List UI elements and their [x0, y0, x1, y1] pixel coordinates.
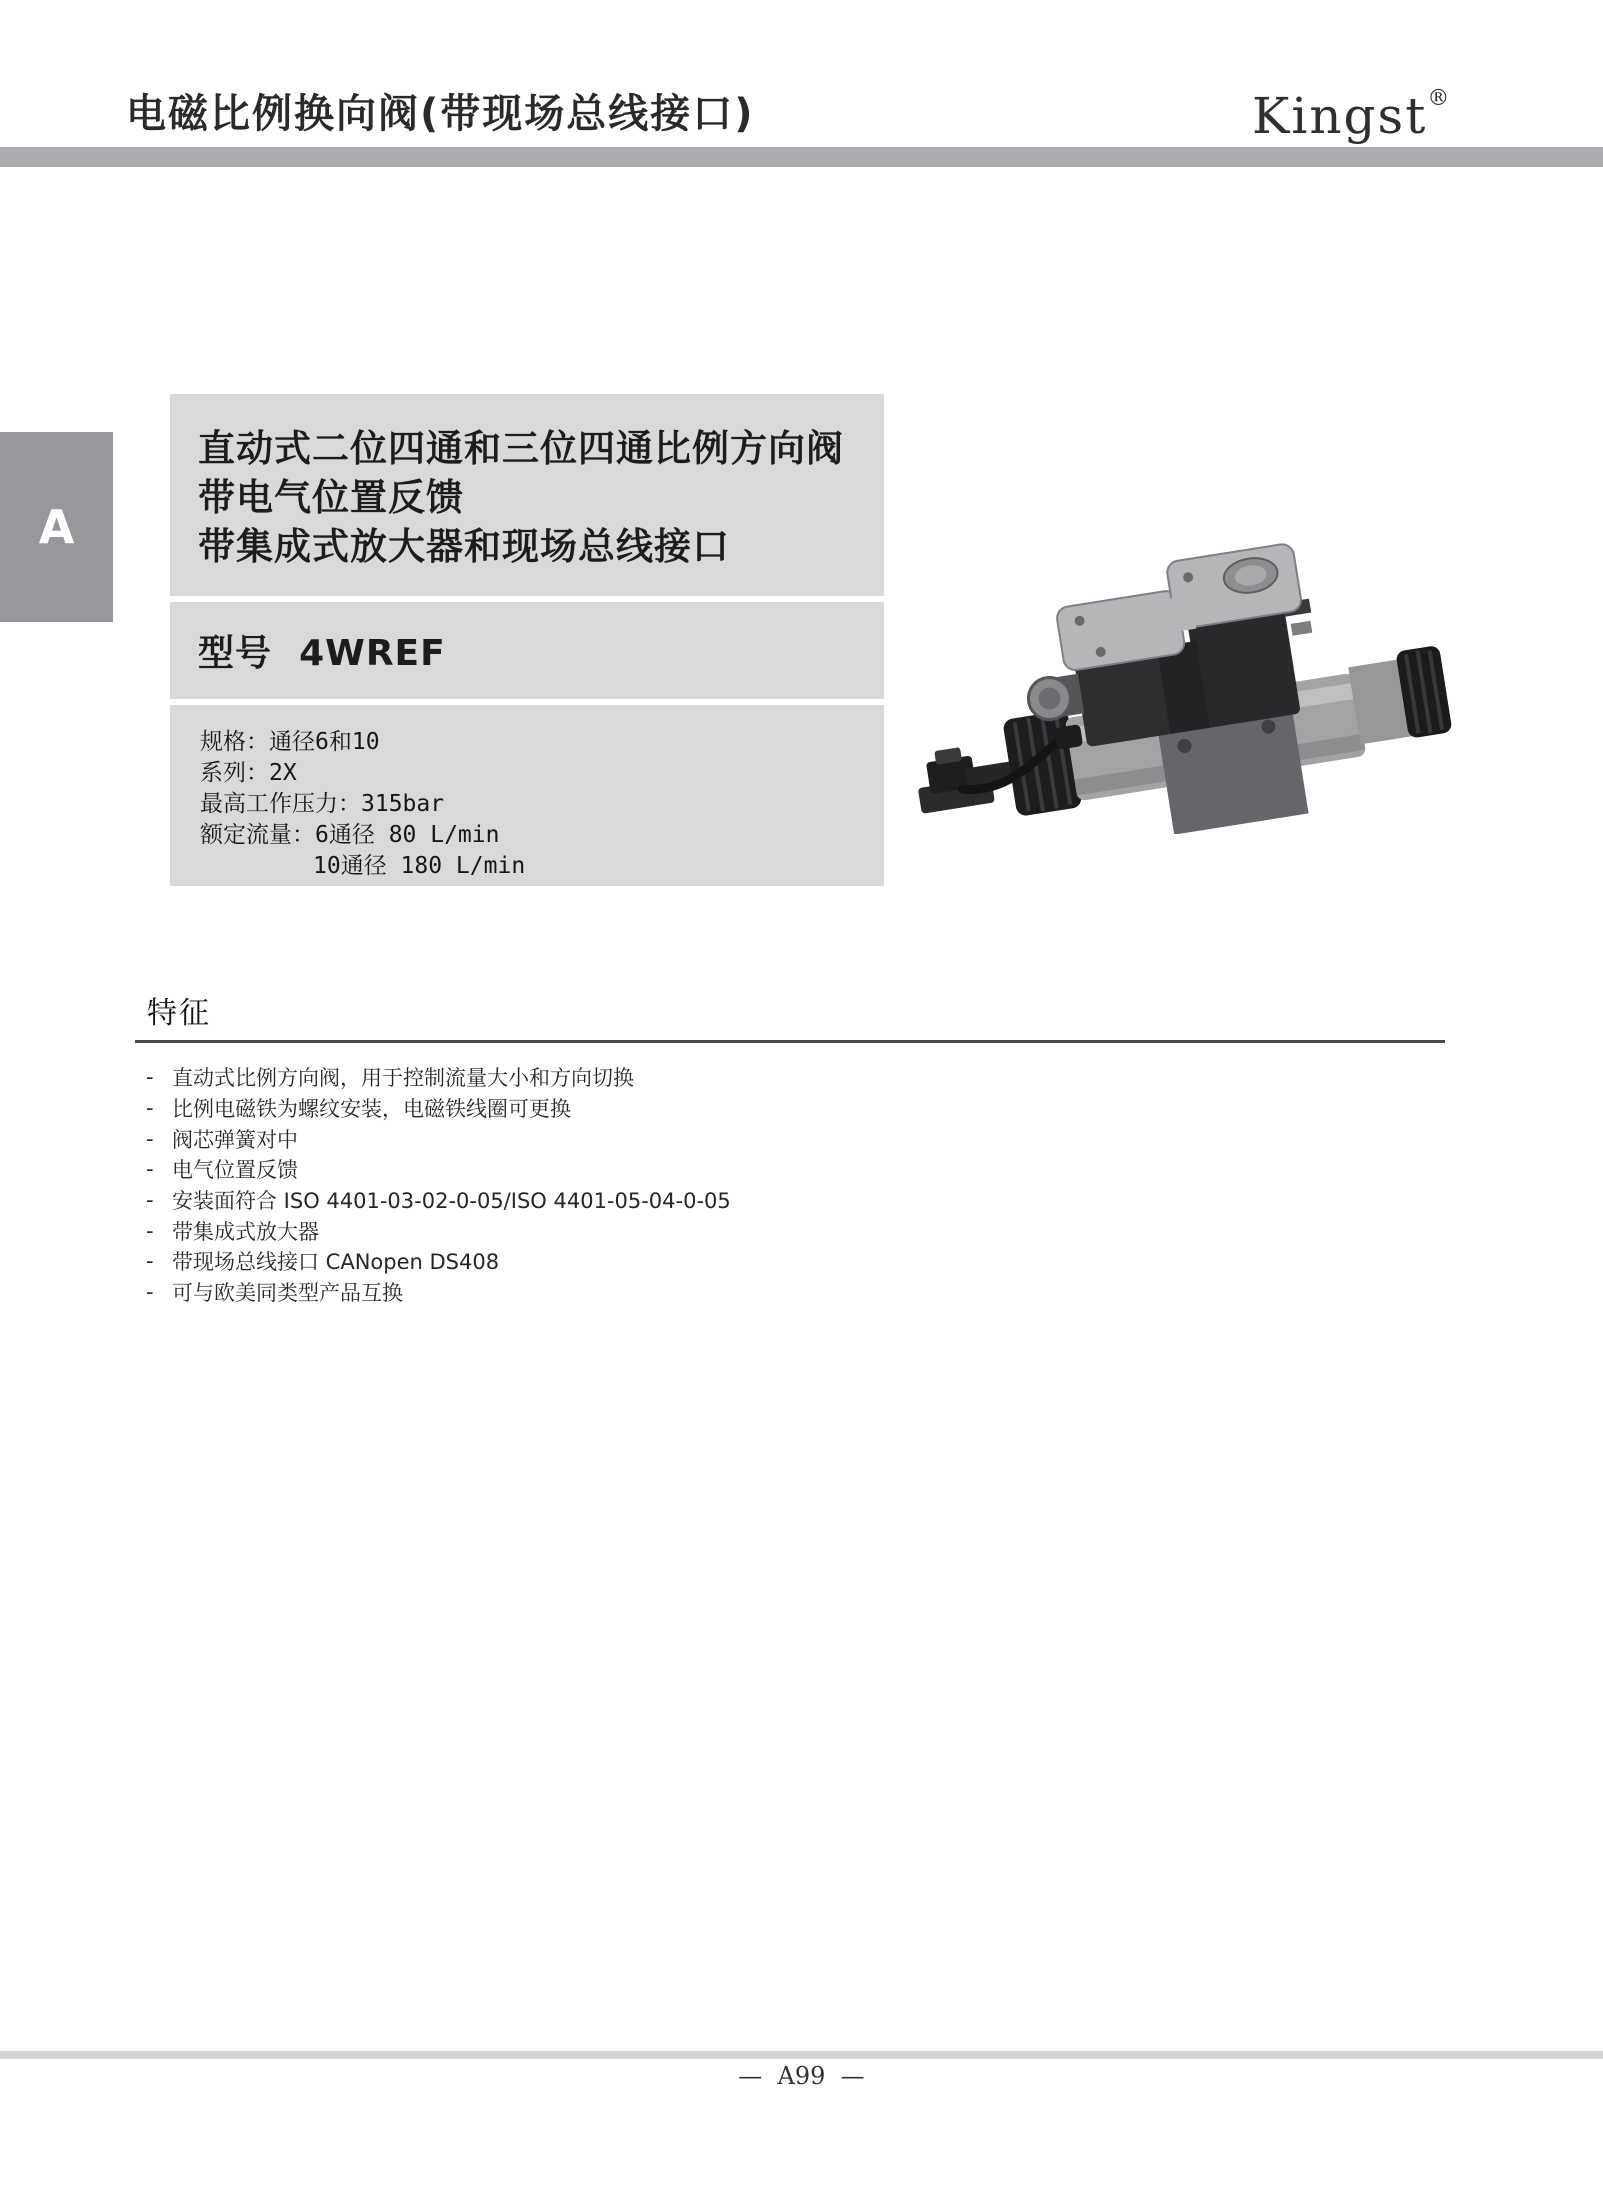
m12-connector	[1025, 673, 1084, 723]
feature-list	[146, 1062, 731, 1308]
bullet-dash: -	[146, 1126, 154, 1151]
feature-text: 安装面符合 ISO 4401-03-02-0-05/ISO 4401-05-04-0-05	[172, 1189, 731, 1214]
features-heading: 特征	[147, 996, 211, 1031]
bullet-dash: -	[146, 1280, 154, 1305]
model-number: 型号 4WREF	[198, 633, 446, 674]
list-item	[146, 1246, 731, 1277]
footer-divider-bar	[0, 2051, 1603, 2059]
page-title: 电磁比例换向阀(带现场总线接口)	[126, 91, 755, 137]
feature-text: 电气位置反馈	[172, 1158, 298, 1183]
list-item	[146, 1062, 731, 1093]
spec-flow-10: 10通径 180 L/min	[313, 853, 526, 879]
brand-logo	[1252, 86, 1450, 145]
header-divider-bar	[0, 147, 1603, 167]
feature-text: 带现场总线接口 CANopen DS408	[172, 1250, 500, 1275]
spec-series: 系列：2X	[200, 760, 297, 786]
bullet-dash: -	[146, 1249, 154, 1274]
features-rule	[135, 1040, 1445, 1043]
spec-size: 规格：通径6和10	[200, 729, 380, 755]
product-title-line: 带集成式放大器和现场总线接口	[198, 525, 730, 568]
list-item	[146, 1123, 731, 1154]
feature-text: 阀芯弹簧对中	[172, 1127, 298, 1152]
product-title-line: 直动式二位四通和三位四通比例方向阀	[198, 427, 844, 470]
registered-trademark-icon: ®	[1427, 86, 1450, 111]
feature-text: 直动式比例方向阀，用于控制流量大小和方向切换	[172, 1066, 634, 1091]
list-item	[146, 1093, 731, 1124]
bullet-dash: -	[146, 1218, 154, 1243]
bullet-dash: -	[146, 1188, 154, 1213]
product-title-box	[170, 394, 884, 596]
model-box	[170, 602, 884, 699]
list-item	[146, 1185, 731, 1216]
valve-assembly	[900, 522, 1460, 834]
spec-flow-6: 额定流量：6通径 80 L/min	[200, 822, 500, 848]
feature-text: 可与欧美同类型产品互换	[172, 1281, 403, 1306]
spec-max-pressure: 最高工作压力：315bar	[200, 791, 445, 817]
bullet-dash: -	[146, 1065, 154, 1090]
page-number: — A99 —	[738, 2062, 865, 2090]
bullet-dash: -	[146, 1157, 154, 1182]
list-item	[146, 1215, 731, 1246]
list-item	[146, 1154, 731, 1185]
section-tab-a	[0, 432, 113, 622]
specs-box	[170, 705, 884, 886]
list-item	[146, 1277, 731, 1308]
section-tab-label: A	[38, 500, 75, 554]
product-photo	[900, 522, 1460, 834]
feature-text: 带集成式放大器	[172, 1219, 319, 1244]
feature-text: 比例电磁铁为螺纹安装，电磁铁线圈可更换	[172, 1097, 571, 1122]
bullet-dash: -	[146, 1096, 154, 1121]
brand-name: Kingst	[1252, 87, 1428, 145]
product-title-line: 带电气位置反馈	[198, 476, 464, 519]
